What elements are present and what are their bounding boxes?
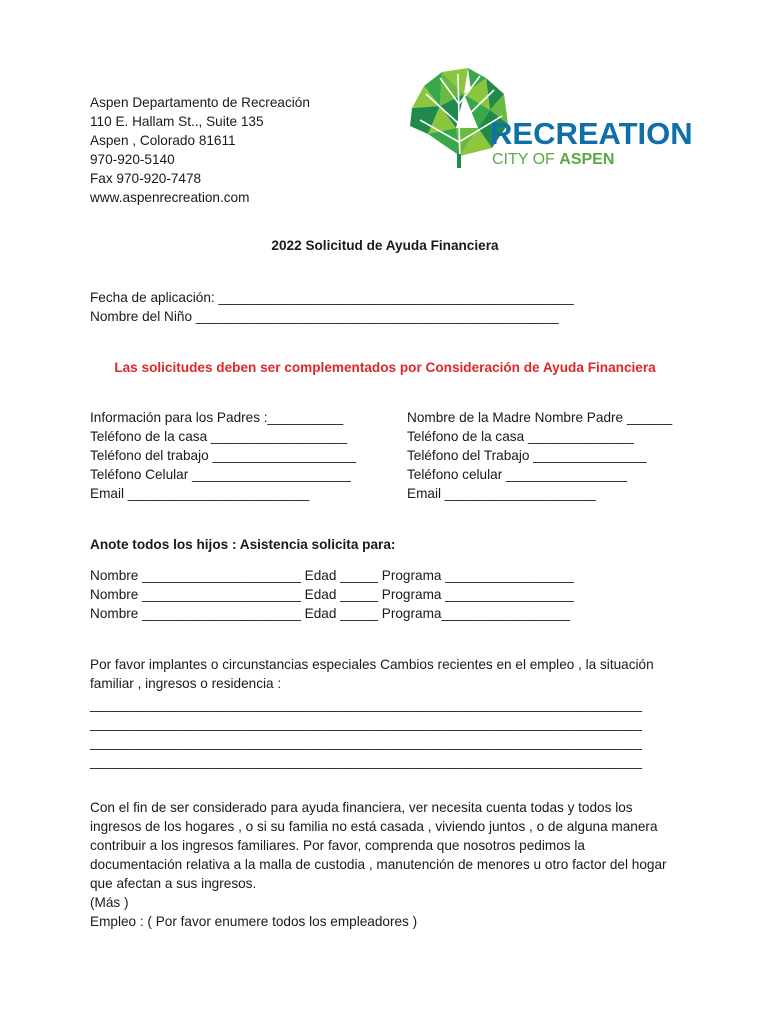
child-row[interactable]: Nombre _____________________ Edad _____ Programa_________________ bbox=[90, 606, 570, 621]
blank-line[interactable]: _________________________________________________________________________ bbox=[90, 697, 642, 712]
recreation-logo bbox=[406, 64, 693, 172]
children-heading: Anote todos los hijos : Asistencia solicita para: bbox=[90, 537, 396, 552]
blank-line[interactable]: _________________________________________________________________________ bbox=[90, 716, 642, 731]
paragraph-line: que afectan a sus ingresos. bbox=[90, 876, 257, 891]
home-phone-field-2[interactable]: Teléfono de la casa ______________ bbox=[407, 429, 634, 444]
org-name: Aspen Departamento de Recreación bbox=[90, 95, 310, 110]
cell-phone-field-2[interactable]: Teléfono celular ________________ bbox=[407, 467, 627, 482]
home-phone-field[interactable]: Teléfono de la casa __________________ bbox=[90, 429, 347, 444]
logo-subtitle: CITY OF ASPEN bbox=[492, 151, 615, 168]
child-row[interactable]: Nombre _____________________ Edad _____ Programa _________________ bbox=[90, 568, 574, 583]
fax-number: Fax 970-920-7478 bbox=[90, 171, 202, 186]
city-state-zip: Aspen , Colorado 81611 bbox=[90, 133, 236, 148]
work-phone-field[interactable]: Teléfono del trabajo ___________________ bbox=[90, 448, 357, 463]
child-name-field[interactable]: Nombre del Niño ________________________________________________ bbox=[90, 309, 559, 324]
application-date-field[interactable]: Fecha de aplicación: _______________________________________________ bbox=[90, 290, 574, 305]
paragraph-line: ingresos de los hogares , o si su familia no está casada , viviendo juntos , o de alguna manera bbox=[90, 819, 658, 834]
email-field[interactable]: Email ________________________ bbox=[90, 486, 310, 501]
street-address: 110 E. Hallam St.., Suite 135 bbox=[90, 114, 264, 129]
aspen-leaf-icon bbox=[406, 64, 693, 172]
more-note: (Más ) bbox=[90, 895, 129, 910]
phone-number: 970-920-5140 bbox=[90, 152, 175, 167]
website: www.aspenrecreation.com bbox=[90, 190, 250, 205]
paragraph-line: Con el fin de ser considerado para ayuda financiera, ver necesita cuenta todas y todos los bbox=[90, 800, 633, 815]
logo-word: RECREATION bbox=[490, 116, 693, 151]
circumstances-prompt: Por favor implantes o circunstancias especiales Cambios recientes en el empleo , la situación bbox=[90, 657, 654, 672]
email-field-2[interactable]: Email ____________________ bbox=[407, 486, 596, 501]
circumstances-prompt-cont: familiar , ingresos o residencia : bbox=[90, 676, 282, 691]
form-title: 2022 Solicitud de Ayuda Financiera bbox=[271, 238, 499, 253]
work-phone-field-2[interactable]: Teléfono del Trabajo _______________ bbox=[407, 448, 647, 463]
blank-line[interactable]: _________________________________________________________________________ bbox=[90, 754, 642, 769]
child-row[interactable]: Nombre _____________________ Edad _____ Programa _________________ bbox=[90, 587, 574, 602]
mother-father-name-field[interactable]: Nombre de la Madre Nombre Padre ______ bbox=[407, 410, 673, 425]
notice-text: Las solicitudes deben ser complementados por Consideración de Ayuda Financiera bbox=[114, 360, 656, 375]
parent-info-field[interactable]: Información para los Padres :__________ bbox=[90, 410, 344, 425]
paragraph-line: documentación relativa a la malla de custodia , manutención de menores u otro factor del hogar bbox=[90, 857, 667, 872]
cell-phone-field[interactable]: Teléfono Celular _____________________ bbox=[90, 467, 351, 482]
blank-line[interactable]: _________________________________________________________________________ bbox=[90, 735, 642, 750]
paragraph-line: contribuir a los ingresos familiares. Por favor, comprenda que nosotros pedimos la bbox=[90, 838, 585, 853]
employment-heading: Empleo : ( Por favor enumere todos los empleadores ) bbox=[90, 914, 418, 929]
